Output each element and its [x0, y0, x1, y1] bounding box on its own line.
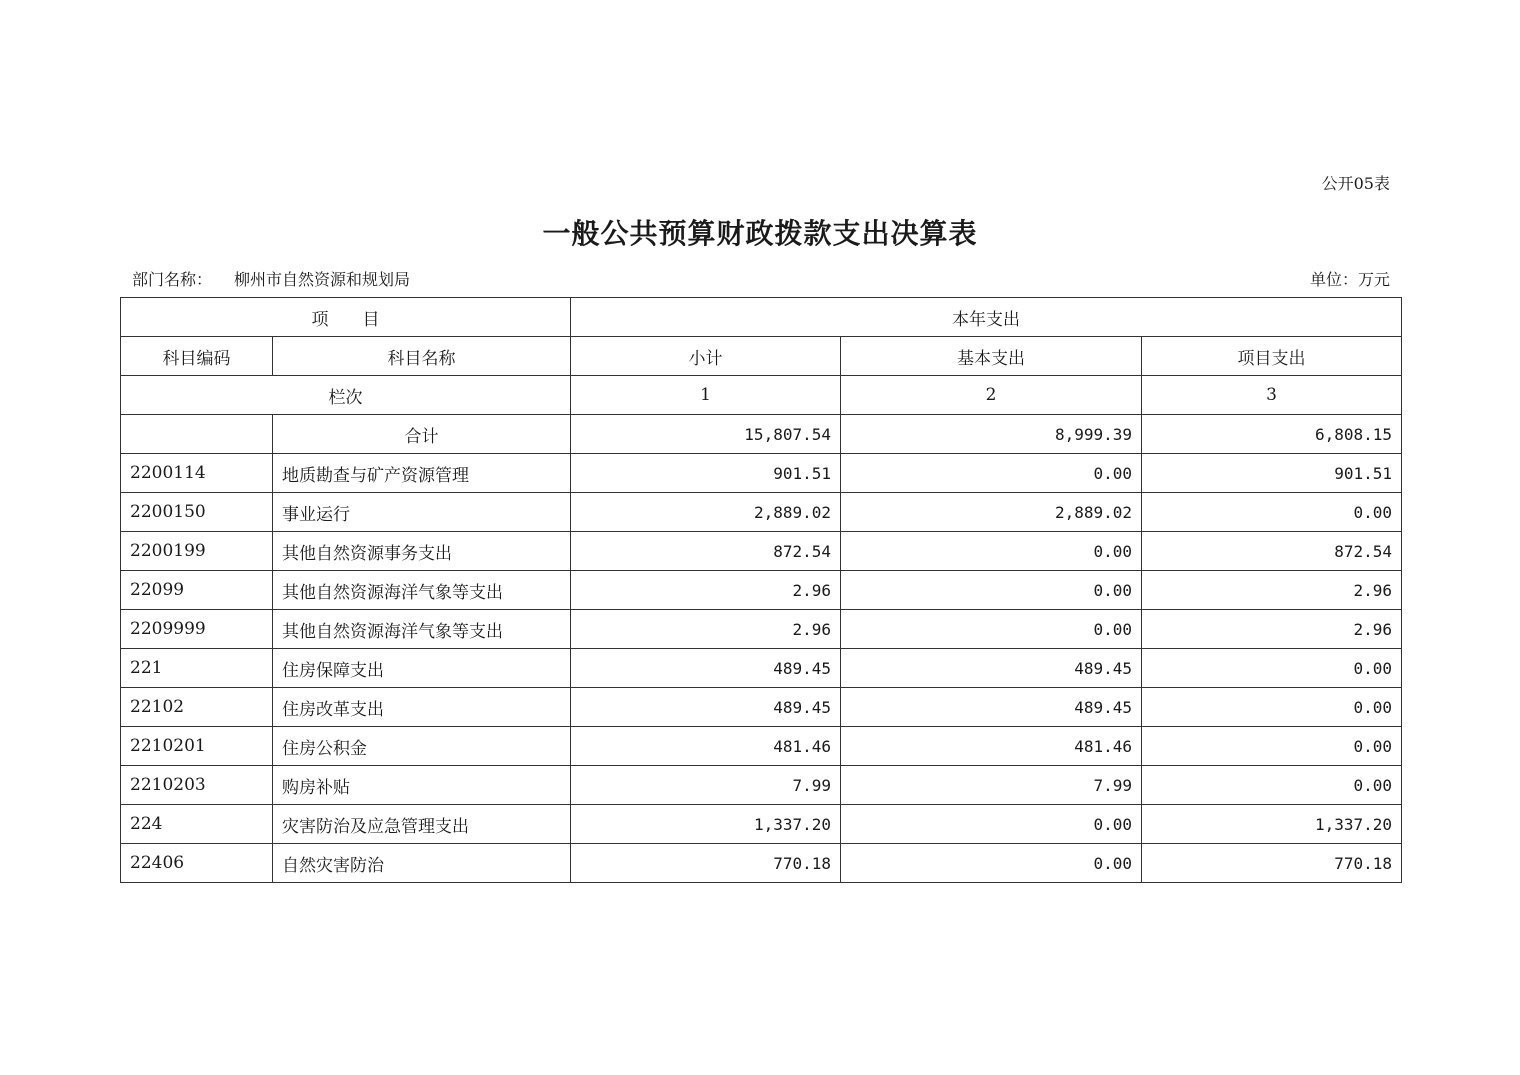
- row-subtotal: 770.18: [571, 844, 841, 883]
- header-col3: 3: [1142, 376, 1402, 415]
- table-row: [121, 766, 1402, 805]
- unit-label: 单位：万元: [1309, 270, 1390, 289]
- header-basic: 基本支出: [841, 337, 1142, 376]
- department-value: 柳州市自然资源和规划局: [234, 270, 411, 289]
- header-row-1: [121, 298, 1402, 337]
- table-row: [121, 844, 1402, 883]
- header-col2: 2: [841, 376, 1142, 415]
- row-basic: 489.45: [841, 649, 1142, 688]
- table-row: [121, 727, 1402, 766]
- row-code: 2210203: [121, 766, 273, 805]
- page-title: 一般公共预算财政拨款支出决算表: [542, 217, 978, 250]
- total-row: [121, 415, 1402, 454]
- row-subtotal: 481.46: [571, 727, 841, 766]
- row-project: 0.00: [1142, 688, 1402, 727]
- row-name: 其他自然资源海洋气象等支出: [273, 610, 571, 649]
- row-project: 770.18: [1142, 844, 1402, 883]
- header-name: 科目名称: [273, 337, 571, 376]
- table-row: [121, 649, 1402, 688]
- header-project: 项 目: [121, 298, 571, 337]
- header-column-no: 栏次: [121, 376, 571, 415]
- table-row: [121, 805, 1402, 844]
- row-code: 2200199: [121, 532, 273, 571]
- total-basic: 8,999.39: [841, 415, 1142, 454]
- row-code: 22099: [121, 571, 273, 610]
- row-subtotal: 2.96: [571, 571, 841, 610]
- row-subtotal: 2.96: [571, 610, 841, 649]
- row-subtotal: 1,337.20: [571, 805, 841, 844]
- table-row: [121, 688, 1402, 727]
- row-subtotal: 872.54: [571, 532, 841, 571]
- row-name: 其他自然资源事务支出: [273, 532, 571, 571]
- row-code: 22102: [121, 688, 273, 727]
- row-name: 住房改革支出: [273, 688, 571, 727]
- row-name: 事业运行: [273, 493, 571, 532]
- row-code: 2209999: [121, 610, 273, 649]
- row-project: 2.96: [1142, 571, 1402, 610]
- row-name: 地质勘查与矿产资源管理: [273, 454, 571, 493]
- row-subtotal: 489.45: [571, 649, 841, 688]
- header-row-3: [121, 376, 1402, 415]
- row-basic: 0.00: [841, 805, 1142, 844]
- row-code: 224: [121, 805, 273, 844]
- row-basic: 0.00: [841, 454, 1142, 493]
- table-row: [121, 454, 1402, 493]
- total-subtotal: 15,807.54: [571, 415, 841, 454]
- row-basic: 0.00: [841, 844, 1142, 883]
- header-col1: 1: [571, 376, 841, 415]
- row-name: 购房补贴: [273, 766, 571, 805]
- row-basic: 481.46: [841, 727, 1142, 766]
- header-code: 科目编码: [121, 337, 273, 376]
- header-current-year: 本年支出: [571, 298, 1402, 337]
- total-code: [121, 415, 273, 454]
- header-subtotal: 小计: [571, 337, 841, 376]
- department-line: [132, 267, 410, 290]
- row-code: 2200114: [121, 454, 273, 493]
- row-name: 住房保障支出: [273, 649, 571, 688]
- row-subtotal: 2,889.02: [571, 493, 841, 532]
- table-row: [121, 493, 1402, 532]
- table-row: [121, 610, 1402, 649]
- row-basic: 7.99: [841, 766, 1142, 805]
- row-code: 2210201: [121, 727, 273, 766]
- table-row: [121, 532, 1402, 571]
- row-code: 221: [121, 649, 273, 688]
- row-name: 灾害防治及应急管理支出: [273, 805, 571, 844]
- row-basic: 0.00: [841, 532, 1142, 571]
- total-project: 6,808.15: [1142, 415, 1402, 454]
- row-code: 2200150: [121, 493, 273, 532]
- row-subtotal: 489.45: [571, 688, 841, 727]
- row-basic: 0.00: [841, 571, 1142, 610]
- row-name: 自然灾害防治: [273, 844, 571, 883]
- total-label: 合计: [273, 415, 571, 454]
- row-code: 22406: [121, 844, 273, 883]
- header-row-2: [121, 337, 1402, 376]
- header-project-expense: 项目支出: [1142, 337, 1402, 376]
- row-subtotal: 901.51: [571, 454, 841, 493]
- department-label: 部门名称：: [132, 270, 213, 289]
- row-basic: 0.00: [841, 610, 1142, 649]
- row-project: 901.51: [1142, 454, 1402, 493]
- row-basic: 2,889.02: [841, 493, 1142, 532]
- row-name: 住房公积金: [273, 727, 571, 766]
- row-subtotal: 7.99: [571, 766, 841, 805]
- form-code: 公开05表: [1321, 174, 1390, 193]
- budget-table: [120, 297, 1402, 883]
- row-project: 0.00: [1142, 493, 1402, 532]
- row-project: 2.96: [1142, 610, 1402, 649]
- row-project: 0.00: [1142, 766, 1402, 805]
- row-project: 0.00: [1142, 727, 1402, 766]
- row-project: 1,337.20: [1142, 805, 1402, 844]
- table-row: [121, 571, 1402, 610]
- row-basic: 489.45: [841, 688, 1142, 727]
- row-project: 0.00: [1142, 649, 1402, 688]
- row-project: 872.54: [1142, 532, 1402, 571]
- row-name: 其他自然资源海洋气象等支出: [273, 571, 571, 610]
